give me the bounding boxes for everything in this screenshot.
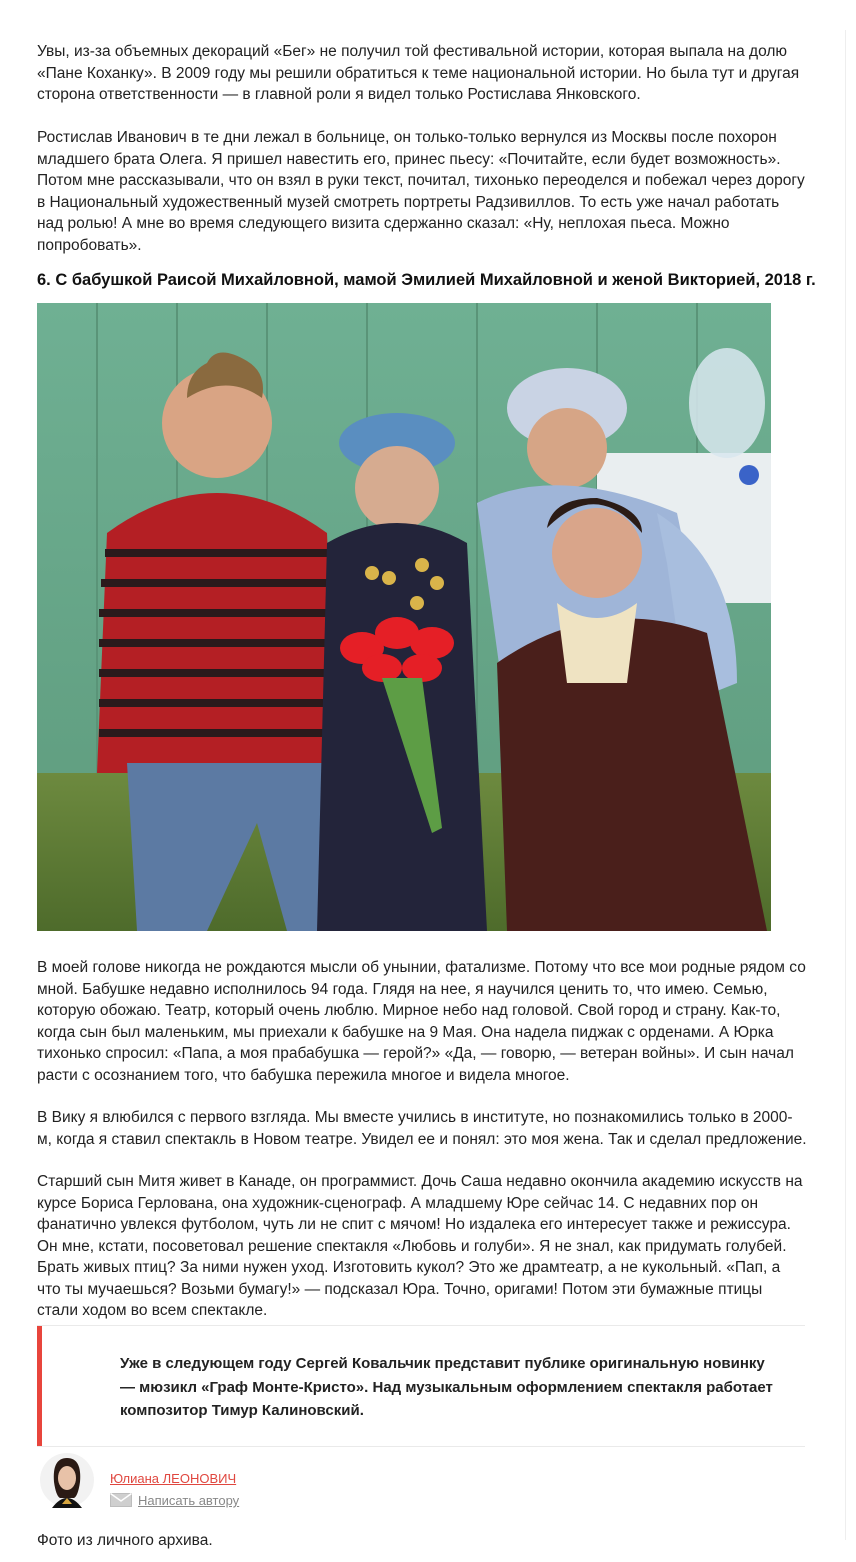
quote-accent-bar [37,1326,42,1446]
photo-credit: Фото из личного архива. [37,1532,213,1549]
family-photo [37,303,771,931]
article-paragraph: Старший сын Митя живет в Канаде, он программист. Дочь Саша недавно окончила академию искусств на курсе Бориса Герлована, она художник-сценограф. А младшему Юре сейчас 14. С недавних пор он фанатично увлекся футболом, чуть ли не спит с мячом! Но издалека его интересует также и режиссура. Он мне, кстати, посоветовал решение спектакля «Любовь и голуби». Я не знал, как придумать голубей. Брать живых птиц? За ними нужен уход. Изготовить кукол? Это же драмтеатр, а не кукольный. «Пап, а что ты мучаешься? Возьми бумагу!» — подсказал Юра. Точно, оригами! Потом эти бумажные птицы стали ходом во всем спектакле. [37,1173,803,1319]
write-to-author-link[interactable]: Написать автору [138,1493,240,1508]
photo-caption-heading: 6. С бабушкой Раисой Михайловной, мамой Эмилией Михайловной и женой Викторией, 2018 г. [37,271,816,289]
quote-text: Уже в следующем году Сергей Ковальчик представит публике оригинальную новинку — мюзикл «Граф Монте-Кристо». Над музыкальным оформлением спектакля работает композитор Тимур Калиновский. [120,1355,773,1419]
article-paragraph: В моей голове никогда не рождаются мысли об унынии, фатализме. Потому что все мои родные рядом со мной. Бабушке недавно исполнилось 94 года. Глядя на нее, я научился ценить то, что имею. Семью, которую обожаю. Театр, который очень люблю. Мирное небо над головой. Свой город и страну. Как-то, когда сын был маленьким, мы приехали к бабушке на 9 Мая. Она надела пиджак с орденами. А Юрка тихонько спросил: «Папа, а моя прабабушка — герой?» «Да, — говорю, — ветеран войны». И сын начал расти с осознанием того, что бабушка пережила многое и видела многое. [37,959,806,1084]
content-divider [845,30,846,1540]
pull-quote [37,1325,805,1447]
article-paragraph: В Вику я влюбился с первого взгляда. Мы вместе учились в институте, но познакомились только в 2000-м, когда я ставил спектакль в Новом театре. Увидел ее и понял: это моя жена. Так и сделал предложение. [37,1109,807,1148]
family-photo-illustration [37,303,771,931]
envelope-icon[interactable] [110,1493,132,1512]
avatar[interactable] [40,1452,94,1508]
author-block [40,1452,440,1512]
author-name-link[interactable]: Юлиана ЛЕОНОВИЧ [110,1471,237,1486]
article-paragraph: Ростислав Иванович в те дни лежал в больнице, он только-только вернулся из Москвы после похорон младшего брата Олега. Я пришел навестить его, принес пьесу: «Почитайте, если будет возможность». Потом мне рассказывали, что он взял в руки текст, почитал, тихонько переоделся и побежал через дорогу в Национальный художественный музей смотреть портреты Радзивиллов. То есть уже начал работать над ролью! А мне во время следующего визита сдержанно сказал: «Ну, неплохая пьеса. Можно попробовать». [37,129,805,254]
article-paragraph: Увы, из-за объемных декораций «Бег» не получил той фестивальной истории, которая выпала на долю «Пане Коханку». В 2009 году мы решили обратиться к теме национальной истории. Но была тут и другая сторона ответственности — в главной роли я видел только Ростислава Янковского. [37,43,800,103]
